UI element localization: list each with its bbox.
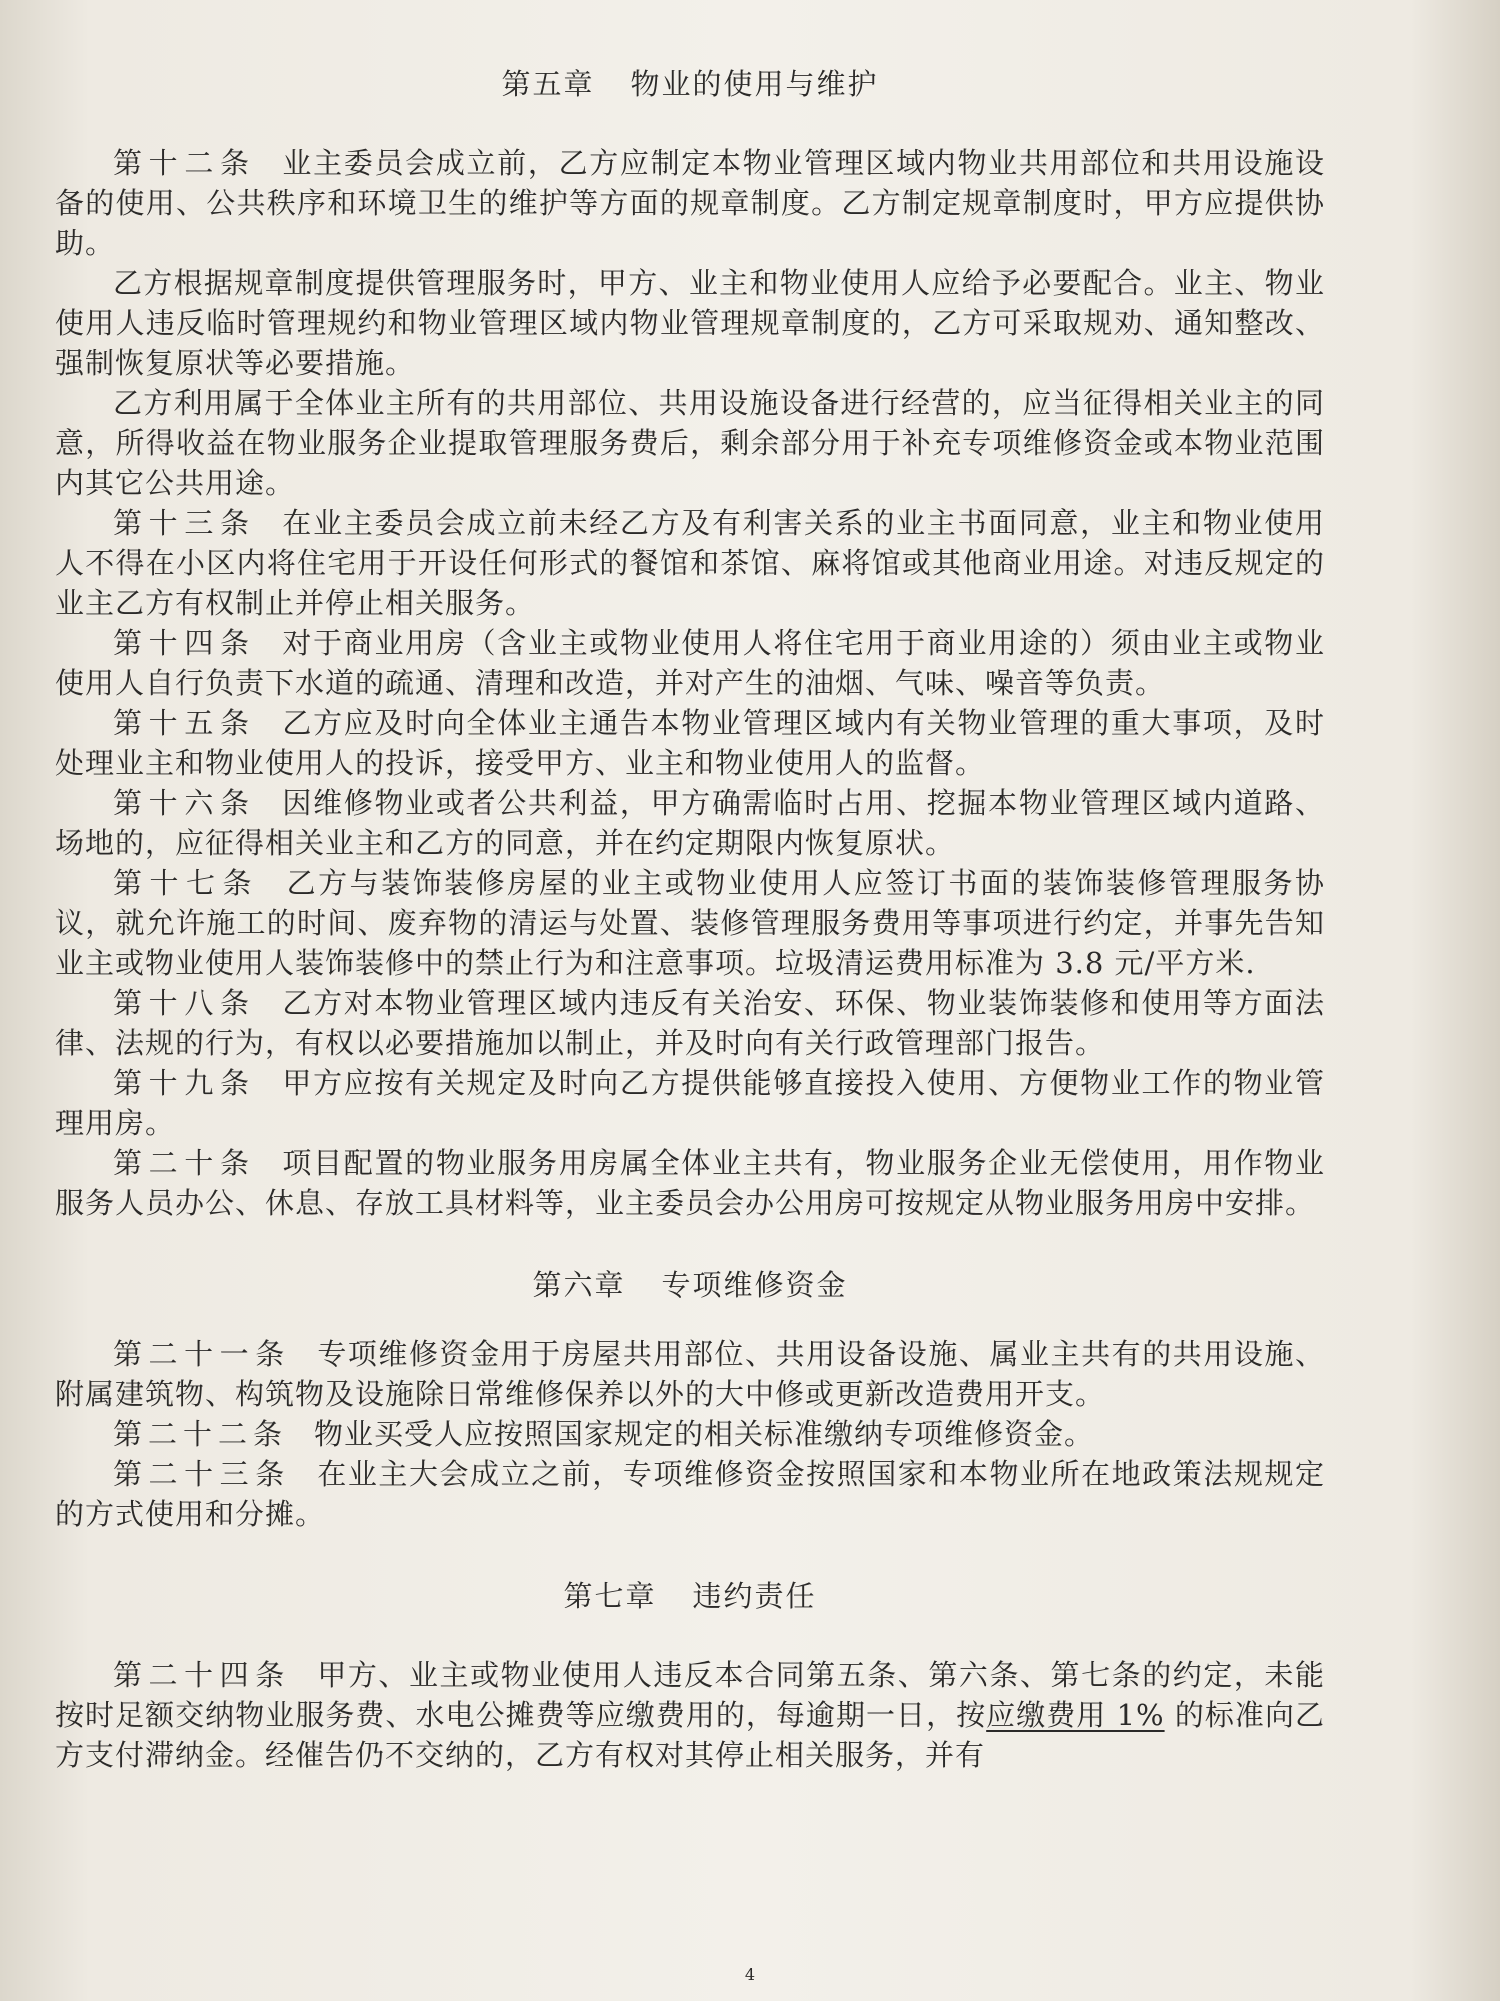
article-number: 第二十一条: [113, 1337, 291, 1371]
article-16: [55, 783, 1325, 863]
chapter-7-heading: 第七章 违约责任: [563, 1579, 817, 1613]
document-body: [55, 62, 1325, 1775]
article-12: [55, 143, 1325, 263]
article-24: [55, 1655, 1325, 1775]
article-text: 在业主委员会成立前未经乙方及有利害关系的业主书面同意，业主和物业使用人不得在小区内将住宅用于开设任何形式的餐馆和茶馆、麻将馆或其他商业用途。对违反规定的业主乙方有权制止并停止相关服务。: [55, 506, 1325, 620]
article-18: [55, 983, 1325, 1063]
article-text: 乙方应及时向全体业主通告本物业管理区域内有关物业管理的重大事项，及时处理业主和物业使用人的投诉，接受甲方、业主和物业使用人的监督。: [55, 706, 1325, 780]
article-21: [55, 1334, 1325, 1414]
article-19: [55, 1063, 1325, 1143]
article-text: 专项维修资金用于房屋共用部位、共用设备设施、属业主共有的共用设施、附属建筑物、构筑物及设施除日常维修保养以外的大中修或更新改造费用开支。: [55, 1337, 1325, 1411]
article-number: 第十九条: [113, 1066, 256, 1100]
article-13: [55, 503, 1325, 623]
article-text: 因维修物业或者公共利益，甲方确需临时占用、挖掘本物业管理区域内道路、场地的，应征得相关业主和乙方的同意，并在约定期限内恢复原状。: [55, 786, 1325, 860]
article-15: [55, 703, 1325, 783]
page-number: 4: [744, 1965, 756, 1984]
article-text: 乙方与装饰装修房屋的业主或物业使用人应签订书面的装饰装修管理服务协议，就允许施工的时间、废弃物的清运与处置、装修管理服务费用等事项进行约定，并事先告知业主或物业使用人装饰装修中的禁止行为和注意事项。垃圾清运费用标准为 3.8 元/平方米.: [55, 866, 1325, 980]
article-number: 第十五条: [113, 706, 256, 740]
article-number: 第十二条: [113, 146, 256, 180]
article-number: 第十四条: [113, 626, 256, 660]
article-23: [55, 1454, 1325, 1534]
article-text: 乙方对本物业管理区域内违反有关治安、环保、物业装饰装修和使用等方面法律、法规的行为，有权以必要措施加以制止，并及时向有关行政管理部门报告。: [55, 986, 1325, 1060]
article-text: 项目配置的物业服务用房属全体业主共有，物业服务企业无偿使用，用作物业服务人员办公、休息、存放工具材料等，业主委员会办公用房可按规定从物业服务用房中安排。: [55, 1146, 1325, 1220]
article-number: 第十三条: [113, 506, 256, 540]
article-number: 第二十二条: [113, 1417, 289, 1451]
article-text: 物业买受人应按照国家规定的相关标准缴纳专项维修资金。: [314, 1417, 1095, 1451]
article-text: 对于商业用房（含业主或物业使用人将住宅用于商业用途的）须由业主或物业使用人自行负责下水道的疏通、清理和改造，并对产生的油烟、气味、噪音等负责。: [55, 626, 1325, 700]
article-number: 第二十三条: [113, 1457, 291, 1491]
article-number: 第十八条: [113, 986, 256, 1020]
article-number: 第十七条: [113, 866, 260, 900]
article-text: 业主委员会成立前，乙方应制定本物业管理区域内物业共用部位和共用设施设备的使用、公共秩序和环境卫生的维护等方面的规章制度。乙方制定规章制度时，甲方应提供协助。: [55, 146, 1325, 260]
article-number: 第十六条: [113, 786, 256, 820]
article-text-continued: 的标准向乙方支付滞纳金。经催告仍不交纳的，乙方有权对其停止相关服务，并有: [55, 1698, 1325, 1772]
article-20: [55, 1143, 1325, 1223]
article-14: [55, 623, 1325, 703]
article-number: 第二十四条: [113, 1658, 291, 1692]
chapter-5-heading: 第五章 物业的使用与维护: [501, 67, 879, 101]
article-17: [55, 863, 1325, 983]
chapter-6-heading: 第六章 专项维修资金: [532, 1268, 848, 1302]
article-text: 甲方、业主或物业使用人违反本合同第五条、第六条、第七条的约定，未能按时足额交纳物业服务费、水电公摊费等应缴费用的，每逾期一日，按: [55, 1658, 1325, 1732]
late-fee-rate: 应缴费用 1%: [986, 1698, 1165, 1732]
article-text: 在业主大会成立之前，专项维修资金按照国家和本物业所在地政策法规规定的方式使用和分摊。: [55, 1457, 1325, 1531]
article-22: [55, 1414, 1325, 1454]
article-text: 甲方应按有关规定及时向乙方提供能够直接投入使用、方便物业工作的物业管理用房。: [55, 1066, 1325, 1140]
article-number: 第二十条: [113, 1146, 256, 1180]
article-12-paragraph-2: 乙方根据规章制度提供管理服务时，甲方、业主和物业使用人应给予必要配合。业主、物业使用人违反临时管理规约和物业管理区域内物业管理规章制度的，乙方可采取规劝、通知整改、强制恢复原状等必要措施。: [55, 266, 1325, 380]
article-12-paragraph-3: 乙方利用属于全体业主所有的共用部位、共用设施设备进行经营的，应当征得相关业主的同意，所得收益在物业服务企业提取管理服务费后，剩余部分用于补充专项维修资金或本物业范围内其它公共用途。: [55, 386, 1325, 500]
